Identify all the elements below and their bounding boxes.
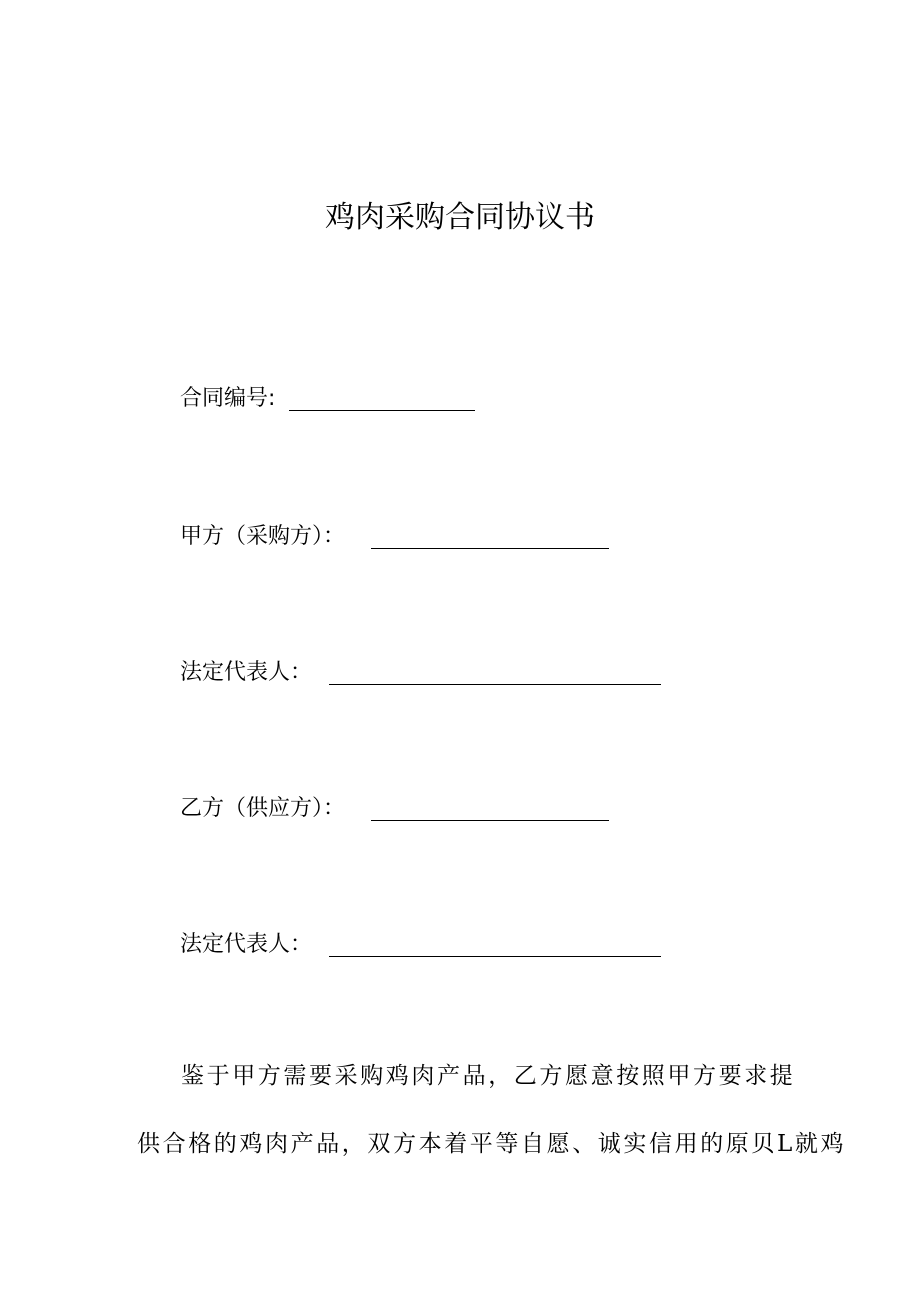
preamble-line-2: 供合格的鸡肉产品，双方本着平等自愿、诚实信用的原贝L就鸡 [137, 1131, 847, 1157]
party-a-legal-rep-field [180, 657, 312, 689]
party-b-label: 乙方（供应方）： [180, 796, 346, 821]
contract-number-blank-line [289, 410, 475, 411]
party-b-legal-rep-label: 法定代表人： [180, 932, 313, 957]
party-a-field [180, 521, 345, 553]
party-a-blank-line [371, 548, 609, 549]
party-a-legal-rep-blank-line [329, 684, 661, 685]
party-b-legal-rep-field [180, 929, 312, 961]
document-title: 鸡肉采购合同协议书 [325, 200, 595, 235]
party-b-legal-rep-blank-line [329, 956, 661, 957]
contract-number-field [180, 383, 275, 415]
party-a-legal-rep-label: 法定代表人： [180, 660, 313, 685]
party-a-label: 甲方（采购方）： [180, 524, 346, 549]
party-b-blank-line [371, 820, 609, 821]
contract-number-label: 合同编号: [180, 386, 276, 411]
preamble-line-1: 鉴于甲方需要采购鸡肉产品，乙方愿意按照甲方要求提 [181, 1063, 796, 1089]
party-b-field [180, 793, 345, 825]
